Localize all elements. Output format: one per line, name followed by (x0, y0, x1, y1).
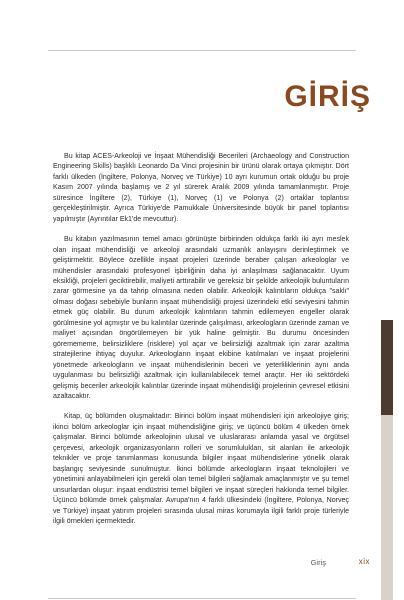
body-text (53, 152, 349, 537)
footer-section-label: Giriş (310, 558, 326, 567)
side-tab-bar (381, 320, 393, 600)
side-tab-highlight (381, 320, 393, 415)
footer-rule (48, 598, 356, 599)
header-rule (48, 50, 356, 51)
paragraph-3: Kitap, üç bölümden oluşmaktadır: Birinci bölüm inşaat mühendisleri için arkeolojiye giriş; ikinci bölüm arkeologlar için inşaat mühendisliğine giriş; ve üçüncü bölüm 4 ülkeden örnek çalışmalar. Birinci bölümde arkeolojinin ulusal ve uluslararası anlamda yasal ve örgütsel çerçevesi, arkeolojik organizasyonların rolleri ve sorumlulukları, sit alanları ile arkeolojik teknikler ve proje tanımlanması konusunda bilgiler inşaat mühendislerine yönelik olarak başlangıç seviyesinde sunulmuştur. İkinci bölümde arkeologların inşaat teknolojileri ve yönetimini anlayabilmeleri için gerekli olan temel bilgileri sağlamak amaçlanmıştır ve şu temel unsurlardan oluşur: inşaat endüstrisi temel bilgileri ve inşaat süreçleri hakkında temel bilgiler. Üçüncü bölümde örnek çalışmalar. Avrupa'nın 4 farklı ülkesindeki (İngiltere, Polonya, Norveç ve Türkiye) inşaat yatırım projeleri sırasında ulusal miras korumayla ilgili farklı proje türleriyle ilgili örnekleri içermektedir. (53, 413, 349, 525)
paragraph-1: Bu kitap ACES-Arkeoloji ve İnşaat Mühendisliği Becerileri (Archaeology and Construction Engineering Skills) başlıklı Leonardo Da Vinci projesinin bir ürünü olarak ortaya çıkmıştır. Dört farklı ülkeden (İngiltere, Polonya, Norveç ve Türkiye) 10 ayrı kurumun ortak olduğu bu proje Kasım 2007 yılında başlamış ve 2 yıl sürerek Aralık 2009 yılında tamamlanmıştır. Proje süresince İngiltere (2), Türkiye (1), Norveç (1) ve Polonya (2) ortaklar toplantısı gerçekleştirilmiştir. Ayrıca Türkiye'de Pamukkale Üniversitesinde büyük bir panel toplantısı yapılmıştır (Ayrıntılar Ek1'de mevcuttur). (53, 153, 349, 223)
page-number: xix (358, 557, 370, 566)
paragraph-2: Bu kitabın yazılmasının temel amacı görünüşte birbirinden oldukça farklı iki ayrı meslek olan inşaat mühendisliği ve arkeoloji arasındaki uzmanlık anlayışını derinleştirmek ve geliştirmektir. Böylece özellikle inşaat projeleri üzerinde beraber çalışan arkeologlar ve mühendisler arasındaki profesyonel işbirliğinin daha iyi anlaşılması sağlanacaktır. Uyum eksikliği, projeleri geciktirebilir, maliyeti arttırabilir ve gereksiz bir şekilde arkeolojik buluntuların zarar görmesine ya da tahrip olmasına neden olabilir. Arkeolojik kalıntıların oldukça "saklı" olması doğası sebebiyle bunların inşaat mühendisliği projesi üzerindeki etki seviyesini tahmin etmek güç olabilir. Bu durum arkeolojik kalıntıların tahmin edilemeyen engeller olarak görülmesine yol açmıştır ve bu kalıntılar üzerinde çalışılması, arkeologların üzerinde zaman ve maliyet açısından öngörülemeyen bir yük haline gelmiştir. Bu durumu öncesinden göremememe, belirsizliklere (risklere) yol açar ve belirsizliği azaltmak için zarar azaltma stratejilerine ihtiyaç duyulur. Arkeologların inşaat ekibine katılmaları ve inşaat projelerini yönetmede arkeologların ve inşaat mühendislerinin beceri ve yeterliliklerinin aynı anda uygulanması bu belirsizliği azaltmak için kullanılabilecek temel araçtır. Her iki sektördeki gelişmiş beceriler arkeolojik kalıntılar üzerinde inşaat mühendisliği projelerinin çevresel etkisini azaltacaktır. (53, 236, 349, 400)
chapter-title: GİRİŞ (284, 80, 371, 113)
